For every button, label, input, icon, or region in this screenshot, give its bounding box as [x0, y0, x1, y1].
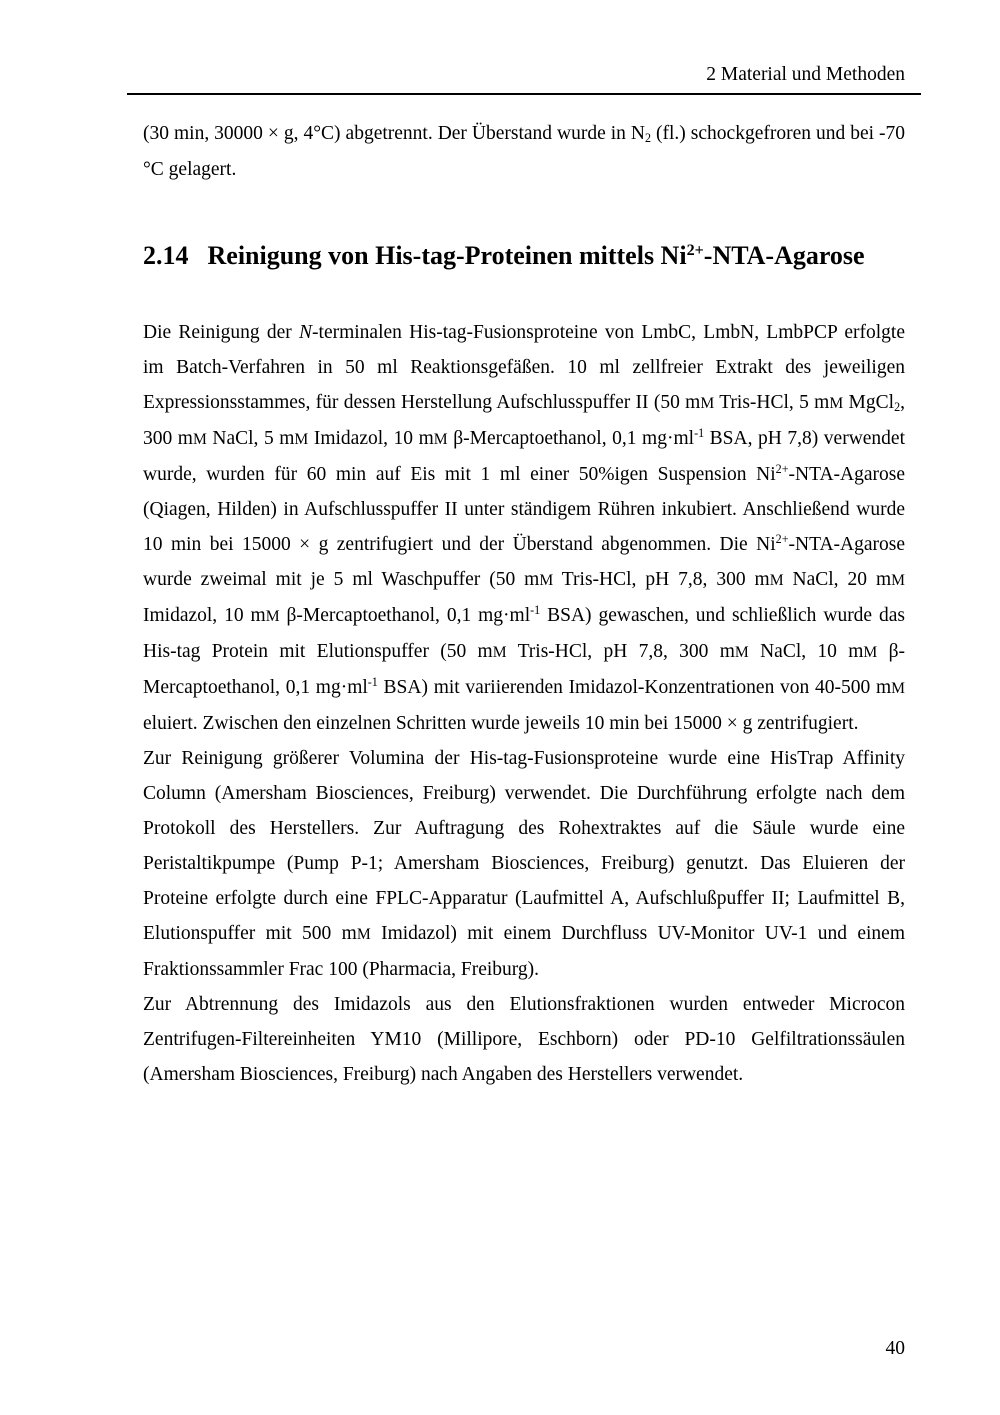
section-number: 2.14 [143, 241, 189, 270]
running-header [143, 0, 905, 86]
header-rule [127, 93, 921, 95]
section-title: Reinigung von His-tag-Proteinen mittels $Ni^{2+}-NTA$-Agarose [207, 241, 865, 270]
paragraph-intro: (30 min, 30000 × g, 4°C) abgetrennt. Der Überstand wurde in $N_2$ (fl.) schockgefroren und bei -70 °C gelagert. [143, 123, 906, 180]
running-header-text: 2 Material und Methoden [706, 64, 905, 85]
paragraph-batch-purification: Die Reinigung der N-terminalen His-tag-Fusionsproteine von LmbC, LmbN, LmbPCP erfolgte im Batch-Verfahren in 50 ml Reaktionsgefäßen. 10 ml zellfreier Extrakt des jeweiligen Expressionsstammes, für dessen Herstellung Aufschlusspuffer II (50 mM Tris-HCl, 5 mM MgCl$_2$, 300 mM NaCl, 5 mM Imidazol, 10 mM β-Mercaptoethanol, 0,1 $mg\cdot ml^{-1}$ BSA, pH 7,8) verwendet wurde, wurden für 60 min auf Eis mit 1 ml einer 50%igen Suspension $Ni^{2+}-NTA$-Agarose (Qiagen, Hilden) in Aufschlusspuffer II unter ständigem Rühren inkubiert. Anschließend wurde 10 min bei 15000 × g zentrifugiert und der Überstand abgenommen. Die $Ni^{2+}-NTA$-Agarose wurde zweimal mit je 5 ml Waschpuffer (50 mM Tris-HCl, pH 7,8, 300 mM NaCl, 20 mM Imidazol, 10 mM β-Mercaptoethanol, 0,1 $mg\cdot ml^{-1}$ BSA) gewaschen, und schließlich wurde das His-tag Protein mit Elutionspuffer (50 mM Tris-HCl, pH 7,8, 300 mM NaCl, 10 mM β-Mercaptoethanol, 0,1 $mg\cdot ml^{-1}$ BSA) mit variierenden Imidazol-Konzentrationen von 40-500 mM eluiert. Zwischen den einzelnen Schritten wurde jeweils 10 min bei 15000 × g zentrifugiert. [143, 322, 906, 734]
section-heading [143, 240, 905, 272]
paragraph-histrap-column: Zur Reinigung größerer Volumina der His-tag-Fusionsproteine wurde eine HisTrap Affinity Column (Amersham Biosciences, Freiburg) verwendet. Die Durchführung erfolgte nach dem Protokoll des Herstellers. Zur Auftragung des Rohextraktes auf die Säule wurde eine Peristaltikpumpe (Pump P-1; Amersham Biosciences, Freiburg) genutzt. Das Eluieren der Proteine erfolgte durch eine FPLC-Apparatur (Laufmittel A, Aufschlußpuffer II; Laufmittel B, Elutionspuffer mit 500 mM Imidazol) mit einem Durchfluss UV-Monitor UV-1 und einem Fraktionssammler Frac 100 (Pharmacia, Freiburg). [143, 748, 905, 980]
paragraph-imidazol-removal: Zur Abtrennung des Imidazols aus den Elutionsfraktionen wurden entweder Microcon Zentrifugen-Filtereinheiten YM10 (Millipore, Eschborn) oder PD-10 Gelfiltrationssäulen (Amersham Biosciences, Freiburg) nach Angaben des Herstellers verwendet. [143, 994, 905, 1085]
page-number: 40 [885, 1338, 905, 1359]
page-content [143, 0, 905, 1092]
